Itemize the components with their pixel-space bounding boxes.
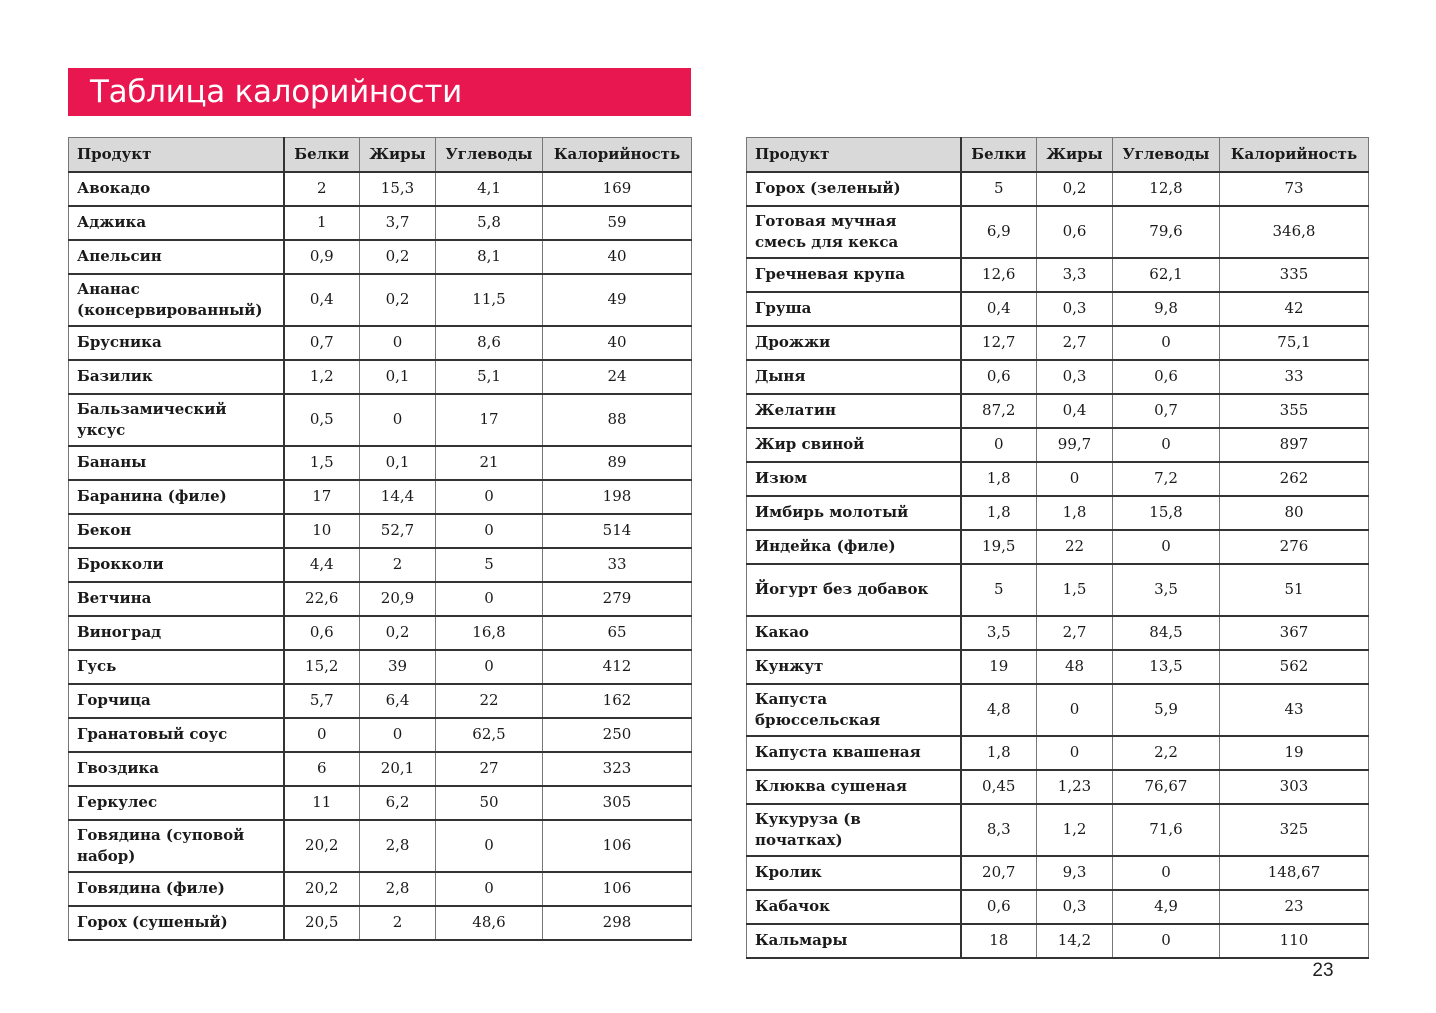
page-number: 23 xyxy=(1312,960,1334,981)
product-cell: Индейка (филе) xyxy=(747,530,961,564)
calories-cell: 412 xyxy=(543,650,692,684)
carbs-cell: 0 xyxy=(436,514,543,548)
header-carbs: Углеводы xyxy=(1113,138,1220,172)
product-cell: Гранатовый соус xyxy=(69,718,284,752)
protein-cell: 1,8 xyxy=(961,496,1037,530)
protein-cell: 0,7 xyxy=(284,326,360,360)
table-row xyxy=(69,786,692,820)
fat-cell: 0,4 xyxy=(1037,394,1113,428)
header-calories: Калорийность xyxy=(1220,138,1369,172)
calories-cell: 198 xyxy=(543,480,692,514)
calories-cell: 59 xyxy=(543,206,692,240)
calorie-table-left xyxy=(68,137,692,941)
product-cell: Дрожжи xyxy=(747,326,961,360)
header-fat: Жиры xyxy=(1037,138,1113,172)
calories-cell: 169 xyxy=(543,172,692,206)
fat-cell: 0 xyxy=(360,326,436,360)
calories-cell: 323 xyxy=(543,752,692,786)
fat-cell: 0,1 xyxy=(360,360,436,394)
protein-cell: 5,7 xyxy=(284,684,360,718)
calories-cell: 276 xyxy=(1220,530,1369,564)
fat-cell: 0,3 xyxy=(1037,360,1113,394)
protein-cell: 5 xyxy=(961,172,1037,206)
table-row xyxy=(69,446,692,480)
fat-cell: 48 xyxy=(1037,650,1113,684)
table-row xyxy=(747,172,1369,206)
carbs-cell: 5,9 xyxy=(1113,684,1220,736)
product-cell: Имбирь молотый xyxy=(747,496,961,530)
fat-cell: 0 xyxy=(360,718,436,752)
fat-cell: 15,3 xyxy=(360,172,436,206)
table-row xyxy=(747,736,1369,770)
fat-cell: 2 xyxy=(360,906,436,940)
table-row xyxy=(69,718,692,752)
title-banner xyxy=(68,68,691,116)
carbs-cell: 48,6 xyxy=(436,906,543,940)
carbs-cell: 16,8 xyxy=(436,616,543,650)
product-cell: Бекон xyxy=(69,514,284,548)
fat-cell: 1,5 xyxy=(1037,564,1113,616)
fat-cell: 6,2 xyxy=(360,786,436,820)
header-product: Продукт xyxy=(69,138,284,172)
fat-cell: 3,3 xyxy=(1037,258,1113,292)
fat-cell: 0 xyxy=(1037,684,1113,736)
calories-cell: 162 xyxy=(543,684,692,718)
product-cell: Клюква сушеная xyxy=(747,770,961,804)
fat-cell: 1,23 xyxy=(1037,770,1113,804)
product-cell: Брокколи xyxy=(69,548,284,582)
calories-cell: 562 xyxy=(1220,650,1369,684)
product-cell: Ветчина xyxy=(69,582,284,616)
product-cell: Бананы xyxy=(69,446,284,480)
carbs-cell: 8,6 xyxy=(436,326,543,360)
fat-cell: 0,2 xyxy=(360,274,436,326)
carbs-cell: 3,5 xyxy=(1113,564,1220,616)
calories-cell: 279 xyxy=(543,582,692,616)
calories-cell: 33 xyxy=(543,548,692,582)
table-row xyxy=(747,924,1369,958)
protein-cell: 11 xyxy=(284,786,360,820)
carbs-cell: 50 xyxy=(436,786,543,820)
product-cell: Ананас (консервированный) xyxy=(69,274,284,326)
carbs-cell: 13,5 xyxy=(1113,650,1220,684)
product-cell: Брусника xyxy=(69,326,284,360)
protein-cell: 0,6 xyxy=(961,890,1037,924)
calories-cell: 110 xyxy=(1220,924,1369,958)
calories-cell: 49 xyxy=(543,274,692,326)
protein-cell: 6 xyxy=(284,752,360,786)
carbs-cell: 0 xyxy=(436,582,543,616)
carbs-cell: 27 xyxy=(436,752,543,786)
table-row xyxy=(747,616,1369,650)
product-cell: Готовая мучная смесь для кекса xyxy=(747,206,961,258)
protein-cell: 5 xyxy=(961,564,1037,616)
product-cell: Жир свиной xyxy=(747,428,961,462)
table-row xyxy=(69,906,692,940)
carbs-cell: 5,1 xyxy=(436,360,543,394)
protein-cell: 20,7 xyxy=(961,856,1037,890)
fat-cell: 52,7 xyxy=(360,514,436,548)
carbs-cell: 22 xyxy=(436,684,543,718)
calories-cell: 298 xyxy=(543,906,692,940)
fat-cell: 2,8 xyxy=(360,872,436,906)
product-cell: Базилик xyxy=(69,360,284,394)
product-cell: Кунжут xyxy=(747,650,961,684)
table-row xyxy=(747,530,1369,564)
fat-cell: 14,4 xyxy=(360,480,436,514)
protein-cell: 17 xyxy=(284,480,360,514)
fat-cell: 0,2 xyxy=(360,616,436,650)
page-title: Таблица калорийности xyxy=(90,74,462,110)
protein-cell: 1 xyxy=(284,206,360,240)
carbs-cell: 9,8 xyxy=(1113,292,1220,326)
fat-cell: 14,2 xyxy=(1037,924,1113,958)
product-cell: Баранина (филе) xyxy=(69,480,284,514)
table-row xyxy=(69,548,692,582)
product-cell: Желатин xyxy=(747,394,961,428)
header-calories: Калорийность xyxy=(543,138,692,172)
table-row xyxy=(747,462,1369,496)
product-cell: Кролик xyxy=(747,856,961,890)
calories-cell: 335 xyxy=(1220,258,1369,292)
header-fat: Жиры xyxy=(360,138,436,172)
product-cell: Капуста брюссельская xyxy=(747,684,961,736)
fat-cell: 0,2 xyxy=(1037,172,1113,206)
calories-cell: 80 xyxy=(1220,496,1369,530)
product-cell: Горчица xyxy=(69,684,284,718)
table-row xyxy=(69,752,692,786)
table-row xyxy=(69,616,692,650)
table-row xyxy=(747,394,1369,428)
carbs-cell: 7,2 xyxy=(1113,462,1220,496)
table-header-row xyxy=(69,138,692,172)
protein-cell: 1,2 xyxy=(284,360,360,394)
fat-cell: 20,1 xyxy=(360,752,436,786)
product-cell: Кукуруза (в початках) xyxy=(747,804,961,856)
calories-cell: 89 xyxy=(543,446,692,480)
fat-cell: 2,8 xyxy=(360,820,436,872)
calories-cell: 24 xyxy=(543,360,692,394)
calories-cell: 262 xyxy=(1220,462,1369,496)
carbs-cell: 0 xyxy=(1113,326,1220,360)
table-row xyxy=(747,564,1369,616)
table-row xyxy=(747,684,1369,736)
calories-cell: 42 xyxy=(1220,292,1369,326)
fat-cell: 9,3 xyxy=(1037,856,1113,890)
table-row xyxy=(69,480,692,514)
table-row xyxy=(69,514,692,548)
calories-cell: 367 xyxy=(1220,616,1369,650)
carbs-cell: 76,67 xyxy=(1113,770,1220,804)
carbs-cell: 0 xyxy=(1113,530,1220,564)
fat-cell: 99,7 xyxy=(1037,428,1113,462)
protein-cell: 10 xyxy=(284,514,360,548)
table-row xyxy=(747,856,1369,890)
calories-cell: 346,8 xyxy=(1220,206,1369,258)
product-cell: Гвоздика xyxy=(69,752,284,786)
fat-cell: 1,2 xyxy=(1037,804,1113,856)
product-cell: Горох (зеленый) xyxy=(747,172,961,206)
carbs-cell: 17 xyxy=(436,394,543,446)
table-row xyxy=(69,240,692,274)
table-row xyxy=(69,172,692,206)
product-cell: Говядина (суповой набор) xyxy=(69,820,284,872)
table-row xyxy=(747,206,1369,258)
fat-cell: 2,7 xyxy=(1037,616,1113,650)
table-row xyxy=(69,582,692,616)
carbs-cell: 84,5 xyxy=(1113,616,1220,650)
carbs-cell: 11,5 xyxy=(436,274,543,326)
carbs-cell: 0,6 xyxy=(1113,360,1220,394)
carbs-cell: 0 xyxy=(1113,924,1220,958)
protein-cell: 6,9 xyxy=(961,206,1037,258)
table-row xyxy=(747,326,1369,360)
calories-cell: 73 xyxy=(1220,172,1369,206)
fat-cell: 0,2 xyxy=(360,240,436,274)
protein-cell: 20,5 xyxy=(284,906,360,940)
carbs-cell: 62,1 xyxy=(1113,258,1220,292)
fat-cell: 22 xyxy=(1037,530,1113,564)
fat-cell: 2,7 xyxy=(1037,326,1113,360)
product-cell: Какао xyxy=(747,616,961,650)
table-header-row xyxy=(747,138,1369,172)
table-row xyxy=(747,258,1369,292)
carbs-cell: 4,9 xyxy=(1113,890,1220,924)
table-row xyxy=(747,428,1369,462)
table-row xyxy=(69,872,692,906)
fat-cell: 0,3 xyxy=(1037,292,1113,326)
carbs-cell: 71,6 xyxy=(1113,804,1220,856)
table-row xyxy=(747,890,1369,924)
protein-cell: 1,8 xyxy=(961,736,1037,770)
product-cell: Гречневая крупа xyxy=(747,258,961,292)
protein-cell: 4,8 xyxy=(961,684,1037,736)
table-row xyxy=(69,326,692,360)
fat-cell: 39 xyxy=(360,650,436,684)
protein-cell: 0 xyxy=(961,428,1037,462)
protein-cell: 12,6 xyxy=(961,258,1037,292)
product-cell: Изюм xyxy=(747,462,961,496)
fat-cell: 0,3 xyxy=(1037,890,1113,924)
calories-cell: 305 xyxy=(543,786,692,820)
calories-cell: 250 xyxy=(543,718,692,752)
table-row xyxy=(69,206,692,240)
carbs-cell: 12,8 xyxy=(1113,172,1220,206)
carbs-cell: 62,5 xyxy=(436,718,543,752)
calories-cell: 51 xyxy=(1220,564,1369,616)
protein-cell: 20,2 xyxy=(284,872,360,906)
calorie-table-right xyxy=(746,137,1369,959)
fat-cell: 3,7 xyxy=(360,206,436,240)
table-row xyxy=(69,820,692,872)
protein-cell: 0,9 xyxy=(284,240,360,274)
table-row xyxy=(747,360,1369,394)
product-cell: Бальзамический уксус xyxy=(69,394,284,446)
calories-cell: 897 xyxy=(1220,428,1369,462)
carbs-cell: 0 xyxy=(436,872,543,906)
protein-cell: 0,4 xyxy=(284,274,360,326)
calories-cell: 23 xyxy=(1220,890,1369,924)
fat-cell: 0,6 xyxy=(1037,206,1113,258)
carbs-cell: 15,8 xyxy=(1113,496,1220,530)
product-cell: Апельсин xyxy=(69,240,284,274)
calories-cell: 355 xyxy=(1220,394,1369,428)
calories-cell: 148,67 xyxy=(1220,856,1369,890)
product-cell: Груша xyxy=(747,292,961,326)
table-row xyxy=(747,496,1369,530)
protein-cell: 19 xyxy=(961,650,1037,684)
calories-cell: 514 xyxy=(543,514,692,548)
carbs-cell: 2,2 xyxy=(1113,736,1220,770)
calories-cell: 40 xyxy=(543,326,692,360)
product-cell: Капуста квашеная xyxy=(747,736,961,770)
carbs-cell: 0 xyxy=(1113,856,1220,890)
calories-cell: 106 xyxy=(543,820,692,872)
carbs-cell: 4,1 xyxy=(436,172,543,206)
product-cell: Кабачок xyxy=(747,890,961,924)
carbs-cell: 79,6 xyxy=(1113,206,1220,258)
product-cell: Говядина (филе) xyxy=(69,872,284,906)
fat-cell: 2 xyxy=(360,548,436,582)
calories-cell: 19 xyxy=(1220,736,1369,770)
fat-cell: 1,8 xyxy=(1037,496,1113,530)
table-row xyxy=(69,650,692,684)
calories-cell: 40 xyxy=(543,240,692,274)
calories-cell: 325 xyxy=(1220,804,1369,856)
product-cell: Гусь xyxy=(69,650,284,684)
table-row xyxy=(747,292,1369,326)
protein-cell: 19,5 xyxy=(961,530,1037,564)
protein-cell: 0,4 xyxy=(961,292,1037,326)
protein-cell: 87,2 xyxy=(961,394,1037,428)
product-cell: Горох (сушеный) xyxy=(69,906,284,940)
product-cell: Геркулес xyxy=(69,786,284,820)
protein-cell: 18 xyxy=(961,924,1037,958)
product-cell: Виноград xyxy=(69,616,284,650)
fat-cell: 0 xyxy=(1037,736,1113,770)
header-protein: Белки xyxy=(284,138,360,172)
protein-cell: 0,45 xyxy=(961,770,1037,804)
carbs-cell: 5,8 xyxy=(436,206,543,240)
protein-cell: 0,6 xyxy=(961,360,1037,394)
protein-cell: 3,5 xyxy=(961,616,1037,650)
product-cell: Аджика xyxy=(69,206,284,240)
calories-cell: 43 xyxy=(1220,684,1369,736)
table-row xyxy=(69,274,692,326)
calories-cell: 88 xyxy=(543,394,692,446)
table-row xyxy=(69,360,692,394)
fat-cell: 20,9 xyxy=(360,582,436,616)
table-row xyxy=(747,650,1369,684)
carbs-cell: 0 xyxy=(436,480,543,514)
product-cell: Йогурт без добавок xyxy=(747,564,961,616)
carbs-cell: 5 xyxy=(436,548,543,582)
protein-cell: 1,8 xyxy=(961,462,1037,496)
protein-cell: 20,2 xyxy=(284,820,360,872)
protein-cell: 0,6 xyxy=(284,616,360,650)
protein-cell: 0 xyxy=(284,718,360,752)
calories-cell: 65 xyxy=(543,616,692,650)
table-row xyxy=(747,770,1369,804)
carbs-cell: 21 xyxy=(436,446,543,480)
protein-cell: 12,7 xyxy=(961,326,1037,360)
carbs-cell: 0 xyxy=(1113,428,1220,462)
protein-cell: 0,5 xyxy=(284,394,360,446)
product-cell: Авокадо xyxy=(69,172,284,206)
protein-cell: 15,2 xyxy=(284,650,360,684)
fat-cell: 0,1 xyxy=(360,446,436,480)
table-row xyxy=(69,684,692,718)
header-protein: Белки xyxy=(961,138,1037,172)
table-row xyxy=(747,804,1369,856)
carbs-cell: 0 xyxy=(436,650,543,684)
product-cell: Дыня xyxy=(747,360,961,394)
protein-cell: 2 xyxy=(284,172,360,206)
fat-cell: 6,4 xyxy=(360,684,436,718)
protein-cell: 4,4 xyxy=(284,548,360,582)
carbs-cell: 0,7 xyxy=(1113,394,1220,428)
table-row xyxy=(69,394,692,446)
protein-cell: 22,6 xyxy=(284,582,360,616)
calories-cell: 33 xyxy=(1220,360,1369,394)
product-cell: Кальмары xyxy=(747,924,961,958)
calories-cell: 75,1 xyxy=(1220,326,1369,360)
header-product: Продукт xyxy=(747,138,961,172)
fat-cell: 0 xyxy=(1037,462,1113,496)
protein-cell: 1,5 xyxy=(284,446,360,480)
protein-cell: 8,3 xyxy=(961,804,1037,856)
header-carbs: Углеводы xyxy=(436,138,543,172)
carbs-cell: 0 xyxy=(436,820,543,872)
carbs-cell: 8,1 xyxy=(436,240,543,274)
fat-cell: 0 xyxy=(360,394,436,446)
calories-cell: 106 xyxy=(543,872,692,906)
calories-cell: 303 xyxy=(1220,770,1369,804)
